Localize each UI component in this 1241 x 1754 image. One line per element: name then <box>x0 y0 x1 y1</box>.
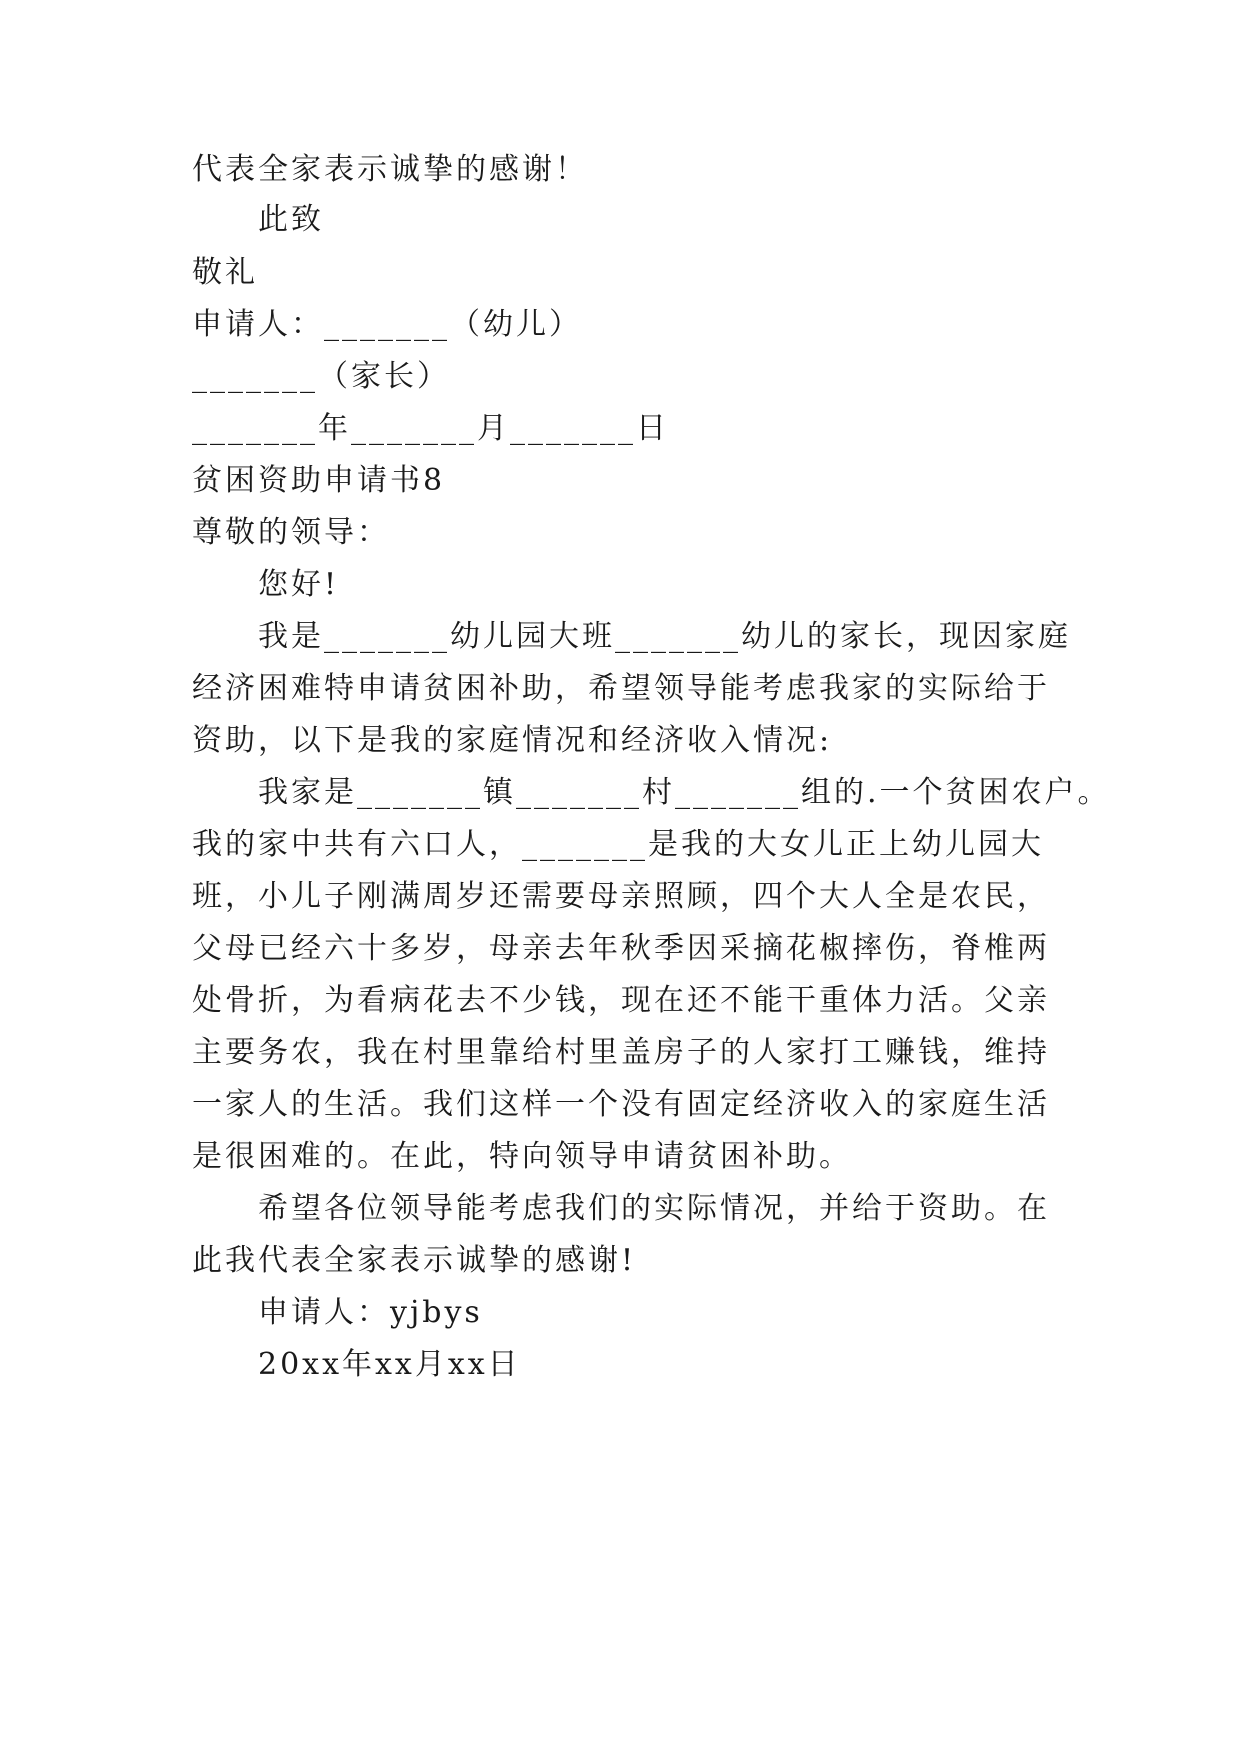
signature-applicant: 申请人：yjbys <box>258 1295 483 1330</box>
applicant-parent-line: _______（家长） <box>192 359 450 394</box>
greeting-hello: 您好! <box>258 567 340 602</box>
body-paragraph-1-line-3: 资助，以下是我的家庭情况和经济收入情况: <box>192 723 833 758</box>
applicant-child-line: 申请人：_______（幼儿） <box>192 307 582 342</box>
signature-date: 20xx年xx月xx日 <box>258 1347 521 1382</box>
body-paragraph-2-line-7: 一家人的生活。我们这样一个没有固定经济收入的家庭生活 <box>192 1087 1050 1122</box>
greeting-recipient: 尊敬的领导： <box>192 515 390 550</box>
body-paragraph-2-line-6: 主要务农，我在村里靠给村里盖房子的人家打工赚钱，维持 <box>192 1035 1050 1070</box>
body-paragraph-2-line-2: 我的家中共有六口人，_______是我的大女儿正上幼儿园大 <box>192 827 1044 862</box>
closing-thanks-line: 代表全家表示诚挚的感谢！ <box>192 152 588 187</box>
body-paragraph-3-line-1: 希望各位领导能考虑我们的实际情况，并给于资助。在 <box>258 1191 1050 1226</box>
body-paragraph-1-line-2: 经济困难特申请贫困补助，希望领导能考虑我家的实际给于 <box>192 671 1050 706</box>
salutation-cizhi: 此致 <box>258 202 324 237</box>
date-blank-line: _______年_______月_______日 <box>192 411 669 446</box>
section-title: 贫困资助申请书8 <box>192 463 446 498</box>
salutation-jingli: 敬礼 <box>192 255 258 290</box>
body-paragraph-2-line-3: 班，小儿子刚满周岁还需要母亲照顾，四个大人全是农民， <box>192 879 1050 914</box>
body-paragraph-2-line-8: 是很困难的。在此，特向领导申请贫困补助。 <box>192 1139 852 1174</box>
body-paragraph-1-line-1: 我是_______幼儿园大班_______幼儿的家长，现因家庭 <box>258 619 1071 654</box>
body-paragraph-2-line-5: 处骨折，为看病花去不少钱，现在还不能干重体力活。父亲 <box>192 983 1050 1018</box>
body-paragraph-3-line-2: 此我代表全家表示诚挚的感谢! <box>192 1243 637 1278</box>
body-paragraph-2-line-1: 我家是_______镇_______村_______组的.一个贫困农户。 <box>258 775 1111 810</box>
body-paragraph-2-line-4: 父母已经六十多岁，母亲去年秋季因采摘花椒摔伤，脊椎两 <box>192 931 1050 966</box>
